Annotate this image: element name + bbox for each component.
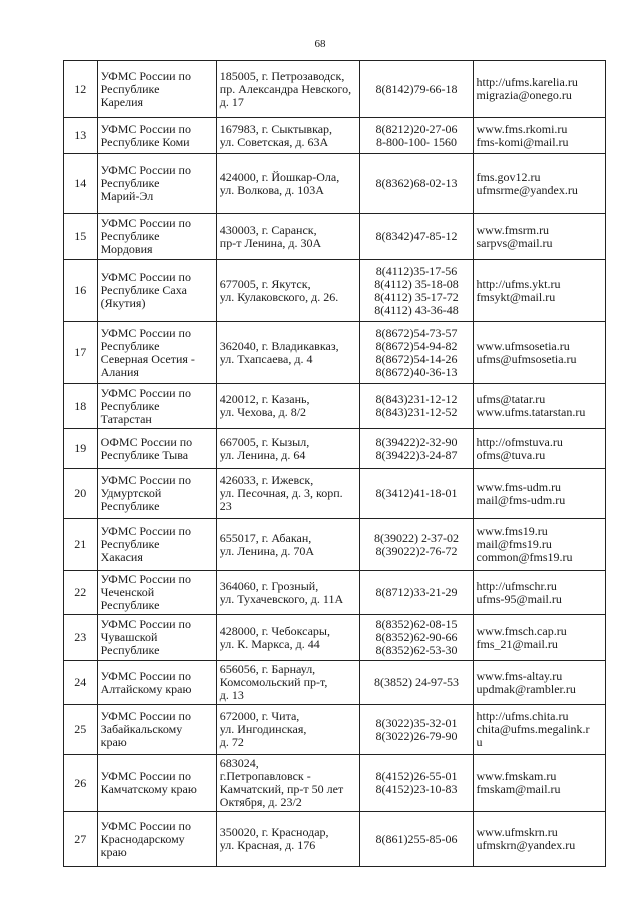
website-email-cell (473, 154, 605, 214)
phone-numbers-cell (360, 154, 473, 214)
organization-name-cell (97, 61, 216, 118)
address-line: 428000, г. Чебоксары, (219, 623, 330, 638)
website-email-line: www.fms19.ru (476, 524, 548, 538)
organization-name-cell (97, 755, 216, 812)
website-email-line: ufmsrme@yandex.ru (476, 182, 578, 197)
website-email-line: ufms@tatar.ru (476, 392, 546, 406)
address-line: д. 72 (219, 735, 244, 749)
address-cell (216, 469, 360, 519)
phone-numbers-cell (360, 118, 473, 154)
address-line: 677005, г. Якутск, (219, 276, 311, 291)
phone-numbers-line: 8(8352)62-53-30 (375, 643, 458, 657)
organization-name-line: Республике (100, 81, 160, 96)
row-number-cell: 19 (64, 429, 98, 469)
address-cell (216, 384, 360, 429)
organization-name-line: Хакасия (100, 550, 143, 564)
organization-name-cell (97, 118, 216, 154)
address-line: ул. Ленина, д. 64 (219, 447, 306, 462)
address-cell (216, 214, 360, 260)
organization-name-line: УФМС России по (100, 709, 191, 723)
phone-numbers-line: 8(8672)40-36-13 (375, 364, 458, 379)
organization-name-cell (97, 322, 216, 384)
phone-numbers-cell (360, 519, 473, 571)
table-row (64, 429, 606, 469)
organization-name-cell (97, 260, 216, 322)
row-number-cell: 15 (64, 214, 98, 260)
address-line: 426033, г. Ижевск, (219, 473, 314, 487)
website-email-line: www.fms-udm.ru (476, 479, 562, 494)
website-email-line: sarpvs@mail.ru (476, 235, 553, 250)
address-cell (216, 571, 360, 615)
address-cell (216, 322, 360, 384)
phone-numbers-line: 8(8672)54-73-57 (375, 325, 458, 340)
website-email-cell (473, 322, 605, 384)
organization-name-cell (97, 384, 216, 429)
organization-name-line: Северная Осетия - (100, 351, 195, 366)
address-line: 424000, г. Йошкар-Ола, (219, 169, 340, 184)
organization-name-line: УФМС России по (100, 818, 191, 833)
row-number-cell: 24 (64, 661, 98, 705)
website-email-cell (473, 615, 605, 661)
address-cell (216, 705, 360, 755)
row-number-cell: 20 (64, 469, 98, 519)
address-line: 167983, г. Сыктывкар, (219, 121, 333, 136)
phone-numbers-line: 8(4112) 35-18-08 (374, 276, 459, 291)
table-row (64, 755, 606, 812)
address-cell (216, 61, 360, 118)
page-number: 68 (314, 38, 326, 50)
address-line: пр-т Ленина, д. 30А (219, 235, 322, 250)
organization-name-line: Чувашской (100, 630, 158, 644)
website-email-line: www.ufms.tatarstan.ru (476, 405, 586, 419)
organization-name-line: Краснодарскому (100, 831, 185, 846)
address-cell (216, 812, 360, 867)
website-email-line: ufms@ufmsosetia.ru (476, 351, 577, 366)
table-row (64, 384, 606, 429)
phone-numbers-cell (360, 755, 473, 812)
organization-name-cell (97, 812, 216, 867)
organization-name-line: Республике (100, 643, 160, 657)
address-line: 185005, г. Петрозаводск, (219, 68, 345, 83)
address-cell (216, 755, 360, 812)
website-email-line: ufms-95@mail.ru (476, 591, 562, 606)
organization-name-line: УФМС России по (100, 617, 191, 631)
phone-numbers-line: 8(3852) 24-97-53 (373, 675, 459, 689)
organization-name-cell (97, 705, 216, 755)
address-line: 667005, г. Кызыл, (219, 434, 310, 449)
address-line: ул. Красная, д. 176 (219, 838, 316, 852)
organization-name-line: Республике Тыва (100, 447, 189, 462)
address-cell (216, 519, 360, 571)
organization-name-line: Алания (100, 364, 139, 379)
organization-name-line: Республике (100, 229, 160, 243)
address-line: 655017, г. Абакан, (219, 530, 312, 545)
website-email-line: www.ufmsosetia.ru (476, 338, 570, 353)
website-email-cell (473, 812, 605, 867)
website-email-cell (473, 661, 605, 705)
address-line: Октября, д. 23/2 (219, 795, 302, 809)
phone-numbers-line: 8(8672)54-94-82 (375, 338, 458, 353)
website-email-line: www.fmsch.cap.ru (476, 623, 567, 638)
row-number-cell: 25 (64, 705, 98, 755)
row-number-cell: 14 (64, 154, 98, 214)
phone-numbers-line: 8(843)231-12-52 (375, 405, 458, 419)
phone-numbers-line: 8(39022)2-76-72 (375, 543, 458, 558)
address-line: пр. Александра Невского, (219, 81, 352, 96)
address-line: ул. Советская, д. 63А (219, 134, 329, 149)
website-email-cell (473, 384, 605, 429)
table-row (64, 519, 606, 571)
organization-name-line: Республике (100, 398, 160, 413)
website-email-line: fms_21@mail.ru (476, 636, 558, 651)
organization-name-cell (97, 469, 216, 519)
address-line: 350020, г. Краснодар, (219, 825, 329, 839)
website-email-line: www.ufmskrn.ru (476, 825, 558, 839)
website-email-line: http://ufmschr.ru (476, 578, 557, 593)
website-email-line: migrazia@onego.ru (476, 88, 572, 102)
organization-name-line: Мордовия (100, 242, 153, 256)
website-email-line: http://ufms.karelia.ru (476, 75, 578, 89)
organization-name-line: Республике (100, 499, 160, 513)
address-line: ул. К. Маркса, д. 44 (219, 636, 320, 651)
phone-numbers-cell (360, 469, 473, 519)
row-number-cell: 13 (64, 118, 98, 154)
phone-numbers-line: 8(39422)3-24-87 (375, 447, 458, 462)
website-email-cell (473, 260, 605, 322)
organization-name-line: краю (100, 735, 127, 749)
website-email-cell (473, 61, 605, 118)
organization-name-line: Республике Саха (100, 283, 187, 297)
phone-numbers-cell (360, 705, 473, 755)
table-row (64, 615, 606, 661)
website-email-line: ofms@tuva.ru (476, 447, 546, 462)
organization-name-line: УФМС России по (100, 325, 191, 340)
table-row (64, 322, 606, 384)
address-cell (216, 118, 360, 154)
organization-name-line: УФМС России по (100, 163, 191, 177)
website-email-line: http://ufms.chita.ru (476, 709, 569, 723)
row-number-cell: 23 (64, 615, 98, 661)
address-line: д. 17 (219, 94, 244, 109)
table-row (64, 214, 606, 260)
phone-numbers-cell (360, 661, 473, 705)
website-email-line: fms-komi@mail.ru (476, 134, 569, 149)
website-email-line: updmak@rambler.ru (476, 681, 576, 696)
address-line: ул. Волкова, д. 103А (219, 182, 324, 197)
organization-name-line: УФМС России по (100, 769, 191, 783)
address-line: 420012, г. Казань, (219, 392, 310, 406)
website-email-line: mail@fms19.ru (476, 537, 552, 551)
address-line: Камчатский, пр-т 50 лет (219, 782, 344, 796)
organization-name-line: Забайкальскому (100, 722, 183, 736)
website-email-line: fmsykt@mail.ru (476, 289, 556, 304)
table-row (64, 812, 606, 867)
organization-name-line: УФМС России по (100, 473, 191, 487)
website-email-line: common@fms19.ru (476, 550, 573, 564)
phone-numbers-line: 8(843)231-12-12 (375, 392, 458, 406)
phone-numbers-line: 8(861)255-85-06 (375, 831, 458, 846)
organization-name-line: УФМС России по (100, 385, 191, 400)
organization-name-line: УФМС России по (100, 68, 191, 83)
organization-name-cell (97, 615, 216, 661)
website-email-cell (473, 429, 605, 469)
phone-numbers-line: 8(8352)62-08-15 (375, 617, 458, 631)
website-email-line: u (476, 735, 483, 749)
phone-numbers-line: 8(4112)35-17-56 (375, 263, 458, 278)
website-email-line: www.fms-altay.ru (476, 668, 563, 683)
row-number-cell: 22 (64, 571, 98, 615)
row-number-cell: 18 (64, 384, 98, 429)
phone-numbers-line: 8(3412)41-18-01 (375, 486, 458, 500)
website-email-line: fms.gov12.ru (476, 169, 541, 184)
table-row (64, 154, 606, 214)
address-line: Комсомольский пр-т, (219, 675, 328, 689)
offices-table (63, 60, 606, 867)
website-email-line: http://ufms.ykt.ru (476, 276, 561, 291)
address-line: ул. Тухачевского, д. 11А (219, 591, 344, 606)
address-cell (216, 260, 360, 322)
address-line: 362040, г. Владикавказ, (219, 338, 339, 353)
address-line: 364060, г. Грозный, (219, 578, 319, 593)
table-row (64, 661, 606, 705)
organization-name-line: УФМС России по (100, 572, 191, 586)
row-number-cell: 26 (64, 755, 98, 812)
website-email-cell (473, 705, 605, 755)
table-row (64, 469, 606, 519)
phone-numbers-line: 8-800-100- 1560 (375, 134, 457, 149)
organization-name-line: Алтайскому краю (100, 681, 192, 696)
phone-numbers-cell (360, 322, 473, 384)
address-line: 430003, г. Саранск, (219, 222, 317, 237)
address-line: ул. Ленина, д. 70А (219, 543, 315, 558)
table-row (64, 705, 606, 755)
row-number-cell: 12 (64, 61, 98, 118)
phone-numbers-line: 8(4112) 35-17-72 (374, 289, 459, 304)
phone-numbers-cell (360, 615, 473, 661)
organization-name-cell (97, 571, 216, 615)
phone-numbers-line: 8(8342)47-85-12 (375, 229, 458, 243)
address-line: 683024, (219, 756, 259, 770)
organization-name-cell (97, 214, 216, 260)
website-email-line: mail@fms-udm.ru (476, 492, 566, 507)
address-line: 656056, г. Барнаул, (219, 662, 316, 676)
website-email-cell (473, 469, 605, 519)
website-email-line: http://ofmstuva.ru (476, 434, 563, 449)
organization-name-line: УФМС России по (100, 216, 191, 230)
website-email-line: chita@ufms.megalink.r (476, 722, 590, 736)
phone-numbers-line: 8(8712)33-21-29 (375, 585, 458, 599)
row-number-cell: 27 (64, 812, 98, 867)
website-email-line: www.fmsrm.ru (476, 222, 550, 237)
organization-name-line: Удмуртской (100, 486, 162, 500)
address-cell (216, 429, 360, 469)
website-email-cell (473, 571, 605, 615)
phone-numbers-line: 8(4112) 43-36-48 (374, 302, 459, 317)
phone-numbers-line: 8(8212)20-27-06 (375, 121, 458, 136)
organization-name-line: краю (100, 844, 127, 859)
phone-numbers-cell (360, 571, 473, 615)
row-number-cell: 21 (64, 519, 98, 571)
website-email-cell (473, 519, 605, 571)
organization-name-line: Республике (100, 338, 160, 353)
organization-name-line: ОФМС России по (100, 434, 193, 449)
address-cell (216, 615, 360, 661)
organization-name-line: Камчатскому краю (100, 782, 197, 796)
organization-name-line: Республике (100, 537, 160, 551)
address-line: ул. Чехова, д. 8/2 (219, 405, 307, 419)
phone-numbers-cell (360, 429, 473, 469)
address-line: ул. Песочная, д. 3, корп. (219, 486, 343, 500)
organization-name-line: Карелия (100, 94, 144, 109)
row-number-cell: 17 (64, 322, 98, 384)
organization-name-line: Республике Коми (100, 134, 190, 149)
website-email-cell (473, 755, 605, 812)
address-line: ул. Кулаковского, д. 26. (219, 289, 339, 304)
phone-numbers-line: 8(8672)54-14-26 (375, 351, 458, 366)
organization-name-line: Республике (100, 598, 160, 612)
phone-numbers-line: 8(3022)35-32-01 (375, 715, 458, 730)
phone-numbers-cell (360, 812, 473, 867)
address-line: д. 13 (219, 688, 244, 702)
organization-name-cell (97, 519, 216, 571)
website-email-cell (473, 214, 605, 260)
organization-name-line: Татарстан (100, 411, 152, 426)
address-cell (216, 154, 360, 214)
organization-name-line: (Якутия) (100, 296, 146, 310)
phone-numbers-line: 8(8352)62-90-66 (375, 630, 458, 644)
organization-name-cell (97, 154, 216, 214)
row-number-cell: 16 (64, 260, 98, 322)
address-line: ул. Ингодинская, (219, 722, 307, 736)
website-email-line: fmskam@mail.ru (476, 782, 561, 796)
phone-numbers-cell (360, 214, 473, 260)
table-row (64, 260, 606, 322)
phone-numbers-line: 8(4152)26-55-01 (375, 769, 458, 783)
table-row (64, 61, 606, 118)
table-row (64, 571, 606, 615)
website-email-cell (473, 118, 605, 154)
phone-numbers-line: 8(8362)68-02-13 (375, 176, 458, 190)
organization-name-line: УФМС России по (100, 270, 191, 284)
phone-numbers-line: 8(39022) 2-37-02 (373, 530, 459, 545)
organization-name-cell (97, 429, 216, 469)
website-email-line: ufmskrn@yandex.ru (476, 838, 576, 852)
organization-name-cell (97, 661, 216, 705)
address-line: 23 (219, 499, 232, 513)
phone-numbers-cell (360, 260, 473, 322)
website-email-line: www.fms.rkomi.ru (476, 121, 568, 136)
phone-numbers-line: 8(8142)79-66-18 (375, 81, 458, 96)
table-body (64, 61, 606, 867)
address-line: г.Петропавловск - (219, 769, 311, 783)
organization-name-line: УФМС России по (100, 524, 191, 538)
phone-numbers-cell (360, 384, 473, 429)
website-email-line: www.fmskam.ru (476, 769, 557, 783)
organization-name-line: УФМС России по (100, 668, 191, 683)
address-line: ул. Тхапсаева, д. 4 (219, 351, 313, 366)
organization-name-line: Чеченской (100, 585, 155, 599)
organization-name-line: Марий-Эл (100, 189, 154, 203)
phone-numbers-line: 8(39422)2-32-90 (375, 434, 458, 449)
phone-numbers-cell (360, 61, 473, 118)
organization-name-line: УФМС России по (100, 121, 191, 136)
phone-numbers-line: 8(3022)26-79-90 (375, 728, 458, 743)
table-row (64, 118, 606, 154)
phone-numbers-line: 8(4152)23-10-83 (375, 782, 458, 796)
address-cell (216, 661, 360, 705)
organization-name-line: Республике (100, 176, 160, 190)
address-line: 672000, г. Чита, (219, 709, 300, 723)
